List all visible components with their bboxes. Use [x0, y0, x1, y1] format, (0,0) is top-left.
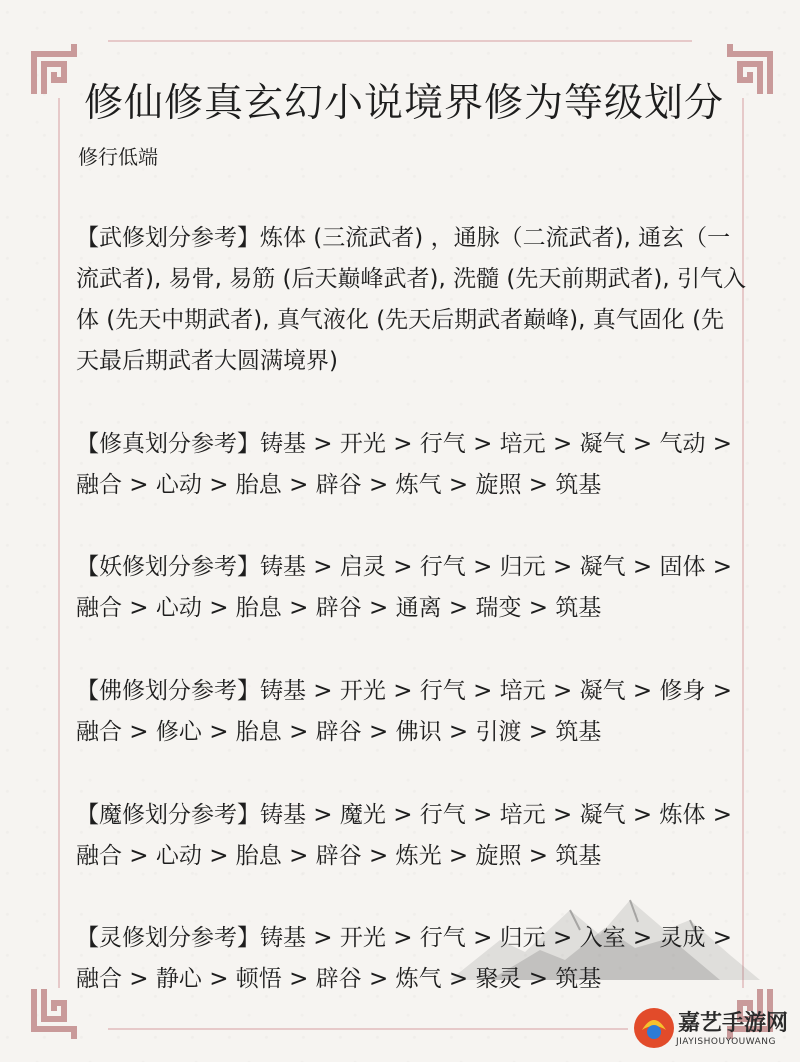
logo-domain: JIAYISHOUYOUWANG: [676, 1037, 777, 1047]
left-border-line: [58, 98, 60, 988]
section-moxiu: 【魔修划分参考】铸基 > 魔光 > 行气 > 培元 > 凝气 > 炼体 > 融合 > 心动 > 胎息 > 辟谷 > 炼光 > 旋照 > 筑基: [76, 802, 733, 869]
section-wuxiu: 【武修划分参考】炼体 (三流武者) ，通脉（二流武者), 通玄（一流武者), 易骨, 易筋 (后天巅峰武者), 洗髓 (先天前期武者), 引气入体 (先天中期武者), 真气液化 (先天后期武者巅峰), 真气固化 (先天最后期武者大圆满境界): [76, 225, 746, 374]
logo-emblem-icon: [632, 1006, 676, 1050]
section-xiuzhen: 【修真划分参考】铸基 > 开光 > 行气 > 培元 > 凝气 > 气动 > 融合 > 心动 > 胎息 > 辟谷 > 炼气 > 旋照 > 筑基: [76, 431, 733, 498]
section-lingxiu: 【灵修划分参考】铸基 > 开光 > 行气 > 归元 > 入室 > 灵成 > 融合 > 静心 > 顿悟 > 辟谷 > 炼气 > 聚灵 > 筑基: [76, 925, 733, 992]
top-border-line: [108, 40, 692, 42]
page-subtitle: 修行低端: [78, 145, 158, 169]
section-foxiu: 【佛修划分参考】铸基 > 开光 > 行气 > 培元 > 凝气 > 修身 > 融合 > 修心 > 胎息 > 辟谷 > 佛识 > 引渡 > 筑基: [76, 678, 733, 745]
page-title: 修仙修真玄幻小说境界修为等级划分: [84, 81, 725, 126]
section-yaoxiu: 【妖修划分参考】铸基 > 启灵 > 行气 > 归元 > 凝气 > 固体 > 融合 > 心动 > 胎息 > 辟谷 > 通离 > 瑞变 > 筑基: [76, 554, 733, 621]
site-logo: [632, 1000, 792, 1058]
corner-ornament-top-left-icon: [30, 40, 88, 98]
logo-name: 嘉艺手游网: [678, 1010, 789, 1036]
corner-ornament-top-right-icon: [716, 40, 774, 98]
bottom-border-line: [108, 1028, 628, 1030]
